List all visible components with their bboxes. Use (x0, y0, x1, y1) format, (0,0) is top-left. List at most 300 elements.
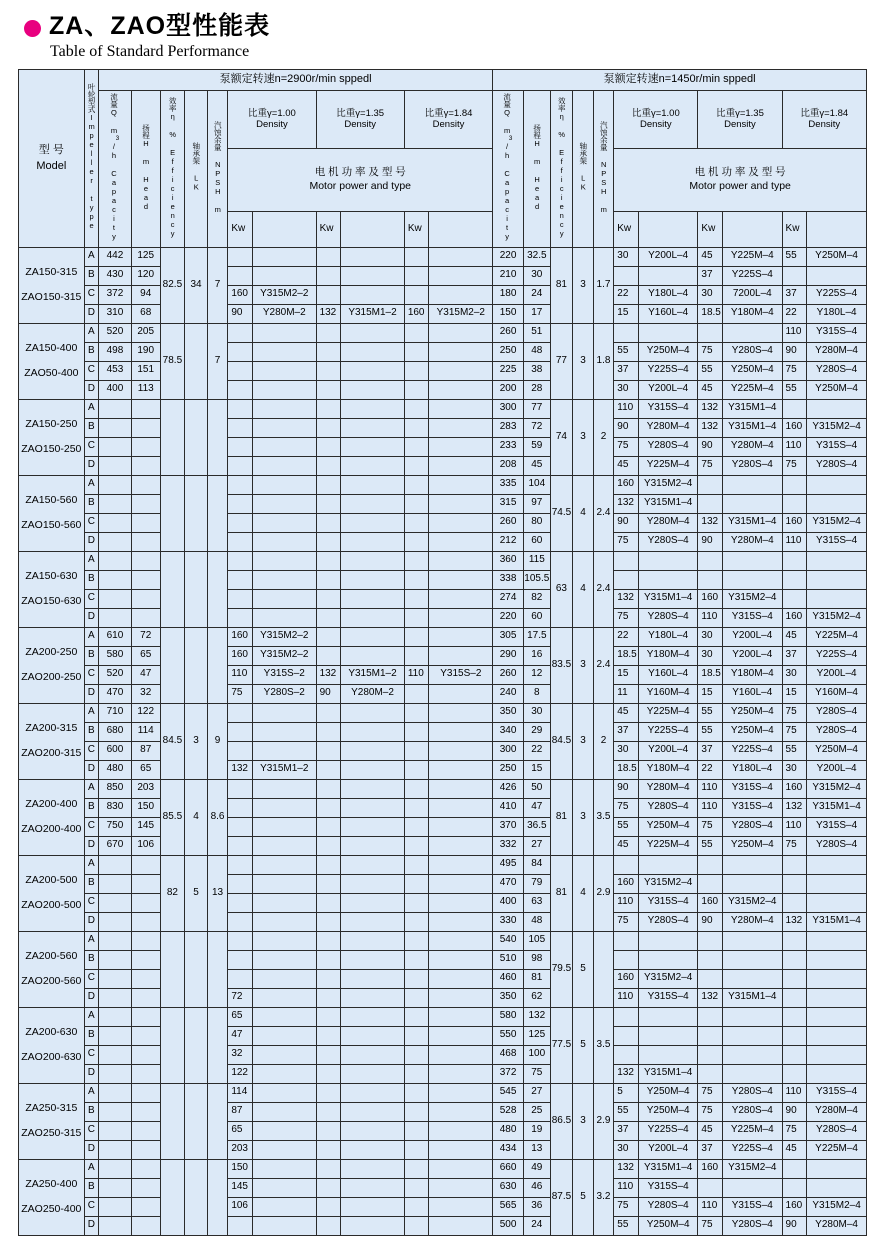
right-capacity: 305 (493, 627, 524, 646)
right-type-100: Y180L–4 (638, 285, 698, 304)
left-kw-135 (316, 893, 341, 912)
impeller-letter: A (84, 247, 98, 266)
left-head (131, 399, 160, 418)
right-capacity: 315 (493, 494, 524, 513)
left-kw-100 (228, 247, 253, 266)
right-bearing: 4 (573, 855, 594, 931)
left-kw-135 (316, 874, 341, 893)
left-type-100 (252, 1216, 316, 1235)
left-type-184 (429, 1083, 493, 1102)
left-capacity (99, 551, 132, 570)
right-type-135: Y280M–4 (723, 437, 783, 456)
left-type-184 (429, 551, 493, 570)
left-type-184 (429, 1007, 493, 1026)
right-type-135: Y160L–4 (723, 684, 783, 703)
left-head (131, 893, 160, 912)
left-efficiency: 84.5 (160, 703, 185, 779)
left-type-184 (429, 570, 493, 589)
table-row (19, 912, 867, 931)
left-kw-100 (228, 551, 253, 570)
left-kw-100: 122 (228, 1064, 253, 1083)
model-cell: ZA250-315 ZAO250-315 (19, 1083, 85, 1159)
page-title (10, 0, 859, 39)
right-type-135 (723, 1064, 783, 1083)
left-type-135 (341, 1045, 405, 1064)
right-kw-184: 110 (782, 817, 807, 836)
left-capacity: 442 (99, 247, 132, 266)
left-type-184: Y315M2–2 (429, 304, 493, 323)
right-type-135: Y315M2–4 (723, 1159, 783, 1178)
model-cell: ZA150-315 ZAO150-315 (19, 247, 85, 323)
left-type-135 (341, 779, 405, 798)
impeller-letter: A (84, 399, 98, 418)
left-type-184 (429, 589, 493, 608)
right-type-135 (723, 874, 783, 893)
right-type-100: Y250M–4 (638, 1102, 698, 1121)
left-kw-100: 106 (228, 1197, 253, 1216)
right-kw-184: 55 (782, 741, 807, 760)
table-row (19, 893, 867, 912)
left-type-100 (252, 1102, 316, 1121)
left-kw-135 (316, 608, 341, 627)
left-type-184 (429, 1178, 493, 1197)
right-type-135: Y315S–4 (723, 779, 783, 798)
right-type-100: Y250M–4 (638, 817, 698, 836)
left-type-135 (341, 323, 405, 342)
left-type-135 (341, 342, 405, 361)
right-type-100: Y180M–4 (638, 646, 698, 665)
left-npsh (207, 551, 228, 627)
left-kw-135 (316, 646, 341, 665)
right-capacity: 426 (493, 779, 524, 798)
left-type-184 (429, 1045, 493, 1064)
left-head: 125 (131, 247, 160, 266)
left-capacity (99, 589, 132, 608)
right-type-184: Y225S–4 (807, 646, 867, 665)
left-capacity: 310 (99, 304, 132, 323)
right-type-184 (807, 475, 867, 494)
left-bearing: 3 (185, 703, 208, 779)
right-bearing: 4 (573, 551, 594, 627)
right-kw-100: 11 (614, 684, 639, 703)
left-capacity: 372 (99, 285, 132, 304)
left-head (131, 1197, 160, 1216)
left-kw-184 (404, 798, 429, 817)
left-npsh (207, 1083, 228, 1159)
left-type-135 (341, 285, 405, 304)
left-capacity (99, 1102, 132, 1121)
left-kw-184 (404, 836, 429, 855)
left-kw-100 (228, 817, 253, 836)
performance-table (18, 69, 867, 1236)
right-type-135 (723, 475, 783, 494)
table-row (19, 1045, 867, 1064)
right-type-100: Y250M–4 (638, 342, 698, 361)
right-kw-100: 45 (614, 456, 639, 475)
right-head: 47 (523, 798, 550, 817)
right-type-135: Y315S–4 (723, 798, 783, 817)
left-type-135 (341, 380, 405, 399)
right-capacity: 468 (493, 1045, 524, 1064)
right-efficiency: 77.5 (550, 1007, 573, 1083)
left-kw-184 (404, 893, 429, 912)
right-kw-100: 30 (614, 380, 639, 399)
model-cell: ZA200-315 ZAO200-315 (19, 703, 85, 779)
right-type-184: Y280S–4 (807, 361, 867, 380)
left-type-100 (252, 1083, 316, 1102)
left-type-135 (341, 912, 405, 931)
left-head (131, 532, 160, 551)
right-kw-184 (782, 874, 807, 893)
right-kw-184 (782, 570, 807, 589)
right-kw-184: 75 (782, 361, 807, 380)
right-type-135: Y280S–4 (723, 1102, 783, 1121)
right-kw-100: 30 (614, 741, 639, 760)
left-capacity (99, 1045, 132, 1064)
left-type-135 (341, 361, 405, 380)
left-type-135 (341, 874, 405, 893)
right-kw-184: 75 (782, 722, 807, 741)
left-capacity: 470 (99, 684, 132, 703)
table-row (19, 969, 867, 988)
left-kw-135 (316, 760, 341, 779)
right-bearing: 3 (573, 399, 594, 475)
right-density-135: 比重γ=1.35 Density (698, 91, 782, 149)
right-head: 79 (523, 874, 550, 893)
right-kw-184: 90 (782, 1102, 807, 1121)
right-kw-184 (782, 931, 807, 950)
right-kw-100 (614, 931, 639, 950)
left-kw-184 (404, 1045, 429, 1064)
right-kw-100: 90 (614, 513, 639, 532)
right-type-100: Y200L–4 (638, 247, 698, 266)
right-kw-184: 160 (782, 418, 807, 437)
left-kw-184 (404, 475, 429, 494)
left-type-184 (429, 494, 493, 513)
left-npsh (207, 399, 228, 475)
table-row (19, 513, 867, 532)
right-kw-135: 37 (698, 741, 723, 760)
left-head: 68 (131, 304, 160, 323)
right-head: 36.5 (523, 817, 550, 836)
left-kw-135 (316, 817, 341, 836)
left-head (131, 950, 160, 969)
left-type-184 (429, 437, 493, 456)
right-head: 32.5 (523, 247, 550, 266)
right-type-100: Y315S–4 (638, 988, 698, 1007)
left-capacity: 850 (99, 779, 132, 798)
right-kw-184: 75 (782, 456, 807, 475)
left-npsh (207, 627, 228, 703)
model-cell: ZA200-560 ZAO200-560 (19, 931, 85, 1007)
right-type-100: Y200L–4 (638, 380, 698, 399)
right-kw-135: 30 (698, 285, 723, 304)
impeller-letter: D (84, 304, 98, 323)
left-density-184: 比重γ=1.84 Density (404, 91, 492, 149)
right-head: 98 (523, 950, 550, 969)
left-type-135 (341, 703, 405, 722)
left-type-184 (429, 1026, 493, 1045)
model-cell: ZA250-400 ZAO250-400 (19, 1159, 85, 1235)
right-kw-135 (698, 1178, 723, 1197)
left-bearing (185, 1007, 208, 1083)
left-type-100 (252, 608, 316, 627)
right-type-100: Y315M1–4 (638, 1159, 698, 1178)
left-kw-184 (404, 513, 429, 532)
left-head: 145 (131, 817, 160, 836)
right-bearing: 3 (573, 779, 594, 855)
right-efficiency: 81 (550, 855, 573, 931)
left-kw-184 (404, 589, 429, 608)
model-cell: ZA200-630 ZAO200-630 (19, 1007, 85, 1083)
right-type-100: Y315S–4 (638, 1178, 698, 1197)
right-type-184: Y225M–4 (807, 627, 867, 646)
left-head (131, 1064, 160, 1083)
left-capacity (99, 437, 132, 456)
left-type-135 (341, 456, 405, 475)
right-bearing: 3 (573, 627, 594, 703)
left-type-184 (429, 741, 493, 760)
left-kw-184 (404, 931, 429, 950)
left-type-135: Y315M1–2 (341, 304, 405, 323)
left-type-100 (252, 779, 316, 798)
left-kw-135 (316, 1178, 341, 1197)
left-efficiency (160, 1083, 185, 1159)
right-kw-100 (614, 950, 639, 969)
table-row (19, 532, 867, 551)
right-efficiency: 87.5 (550, 1159, 573, 1235)
right-type-135: Y280M–4 (723, 912, 783, 931)
left-type-135 (341, 570, 405, 589)
left-kw-135 (316, 950, 341, 969)
left-capacity: 流量Q $m^3/h$ Capacity (99, 91, 132, 248)
left-head (131, 1159, 160, 1178)
right-type-184 (807, 969, 867, 988)
right-capacity: 528 (493, 1102, 524, 1121)
table-row (19, 1178, 867, 1197)
left-type-135 (341, 1026, 405, 1045)
right-type-100: Y180M–4 (638, 760, 698, 779)
impeller-letter: A (84, 323, 98, 342)
right-type-label-2 (807, 211, 867, 247)
right-type-135: Y315M1–4 (723, 988, 783, 1007)
right-kw-135 (698, 1045, 723, 1064)
right-type-184 (807, 589, 867, 608)
right-head: 63 (523, 893, 550, 912)
left-head (131, 874, 160, 893)
left-type-100 (252, 437, 316, 456)
right-kw-184 (782, 1045, 807, 1064)
left-head: 120 (131, 266, 160, 285)
right-capacity: 274 (493, 589, 524, 608)
left-capacity (99, 418, 132, 437)
right-head: 22 (523, 741, 550, 760)
right-kw-100: 110 (614, 893, 639, 912)
right-head: 29 (523, 722, 550, 741)
left-type-135 (341, 893, 405, 912)
impeller-letter: D (84, 608, 98, 627)
right-kw-100: 90 (614, 779, 639, 798)
left-type-184 (429, 266, 493, 285)
right-kw-100: 160 (614, 475, 639, 494)
left-capacity (99, 950, 132, 969)
right-kw-184: 160 (782, 1197, 807, 1216)
right-capacity: 233 (493, 437, 524, 456)
table-row (19, 418, 867, 437)
right-kw-135 (698, 874, 723, 893)
right-kw-100 (614, 1045, 639, 1064)
table-row (19, 551, 867, 570)
impeller-letter: A (84, 703, 98, 722)
right-type-184: Y280S–4 (807, 722, 867, 741)
right-capacity: 220 (493, 247, 524, 266)
left-capacity (99, 532, 132, 551)
right-kw-184: 45 (782, 1140, 807, 1159)
model-cell: ZA200-400 ZAO200-400 (19, 779, 85, 855)
impeller-letter: A (84, 779, 98, 798)
left-type-135 (341, 1102, 405, 1121)
right-type-135: Y280S–4 (723, 456, 783, 475)
left-type-184 (429, 247, 493, 266)
right-type-100: Y225S–4 (638, 361, 698, 380)
right-kw-184: 75 (782, 703, 807, 722)
left-kw-100 (228, 380, 253, 399)
model-cell: ZA150-630 ZAO150-630 (19, 551, 85, 627)
right-capacity: 510 (493, 950, 524, 969)
left-type-100: Y315S–2 (252, 665, 316, 684)
right-type-100: Y315S–4 (638, 399, 698, 418)
right-kw-184 (782, 1026, 807, 1045)
right-efficiency: 81 (550, 247, 573, 323)
left-kw-135 (316, 912, 341, 931)
left-type-135 (341, 646, 405, 665)
left-type-184 (429, 969, 493, 988)
left-kw-184: 110 (404, 665, 429, 684)
right-capacity: 460 (493, 969, 524, 988)
right-type-135: Y315S–4 (723, 1197, 783, 1216)
left-kw-135 (316, 1197, 341, 1216)
header-group-1450: 泵额定转速n=1450r/min sppedl (493, 70, 867, 91)
right-type-184: Y200L–4 (807, 760, 867, 779)
right-kw-100 (614, 1026, 639, 1045)
right-kw-100: 55 (614, 817, 639, 836)
right-kw-100: 110 (614, 399, 639, 418)
right-type-184: Y280S–4 (807, 703, 867, 722)
left-kw-184 (404, 418, 429, 437)
impeller-letter: A (84, 1159, 98, 1178)
left-kw-135: 132 (316, 304, 341, 323)
right-type-100: Y280S–4 (638, 1197, 698, 1216)
left-capacity: 580 (99, 646, 132, 665)
right-head: 72 (523, 418, 550, 437)
left-bearing (185, 323, 208, 399)
right-type-184: Y200L–4 (807, 665, 867, 684)
right-kw-135: 110 (698, 608, 723, 627)
right-capacity: 225 (493, 361, 524, 380)
right-kw-184 (782, 1007, 807, 1026)
right-head: 97 (523, 494, 550, 513)
right-capacity: 630 (493, 1178, 524, 1197)
left-type-100: Y315M2–2 (252, 646, 316, 665)
impeller-letter: C (84, 1121, 98, 1140)
right-capacity: 流量Q $m^3/h$ Capacity (493, 91, 524, 248)
left-kw-184 (404, 361, 429, 380)
right-type-184: Y315M2–4 (807, 513, 867, 532)
right-type-184: Y315M1–4 (807, 912, 867, 931)
right-type-135: Y180M–4 (723, 304, 783, 323)
left-type-184 (429, 532, 493, 551)
right-type-135: Y225M–4 (723, 1121, 783, 1140)
left-head (131, 608, 160, 627)
left-kw-100: 110 (228, 665, 253, 684)
right-kw-184: 75 (782, 836, 807, 855)
right-npsh: 1.7 (593, 247, 614, 323)
left-kw-100: 203 (228, 1140, 253, 1159)
impeller-letter: A (84, 931, 98, 950)
right-efficiency: 77 (550, 323, 573, 399)
left-capacity (99, 988, 132, 1007)
left-type-100: Y315M2–2 (252, 627, 316, 646)
left-efficiency (160, 399, 185, 475)
left-kw-184 (404, 646, 429, 665)
right-head: 扬程H m Head (523, 91, 550, 248)
left-type-100 (252, 931, 316, 950)
table-row (19, 361, 867, 380)
table-row (19, 437, 867, 456)
left-type-label-0 (252, 211, 316, 247)
table-row (19, 1159, 867, 1178)
left-type-100: Y280M–2 (252, 304, 316, 323)
right-head: 27 (523, 836, 550, 855)
left-bearing: 4 (185, 779, 208, 855)
model-cell: ZA200-500 ZAO200-500 (19, 855, 85, 931)
table-row (19, 342, 867, 361)
right-type-135: Y315M1–4 (723, 418, 783, 437)
left-capacity: 830 (99, 798, 132, 817)
left-kw-135 (316, 1083, 341, 1102)
left-kw-135 (316, 741, 341, 760)
left-bearing (185, 475, 208, 551)
right-type-184: Y250M–4 (807, 247, 867, 266)
right-capacity: 545 (493, 1083, 524, 1102)
right-kw-184: 160 (782, 779, 807, 798)
left-capacity: 610 (99, 627, 132, 646)
right-head: 15 (523, 760, 550, 779)
right-type-100 (638, 570, 698, 589)
right-type-184: Y315S–4 (807, 1083, 867, 1102)
right-kw-135: 55 (698, 703, 723, 722)
left-type-135 (341, 722, 405, 741)
left-kw-100 (228, 741, 253, 760)
right-kw-100: 132 (614, 494, 639, 513)
right-head: 27 (523, 1083, 550, 1102)
impeller-letter: C (84, 741, 98, 760)
right-capacity: 330 (493, 912, 524, 931)
left-type-184 (429, 285, 493, 304)
left-kw-184 (404, 969, 429, 988)
left-type-135 (341, 798, 405, 817)
right-type-135: Y180L–4 (723, 760, 783, 779)
left-type-184 (429, 912, 493, 931)
right-kw-135 (698, 969, 723, 988)
right-type-135: Y225S–4 (723, 266, 783, 285)
left-capacity: 750 (99, 817, 132, 836)
left-head (131, 456, 160, 475)
right-kw-100: 5 (614, 1083, 639, 1102)
right-kw-135: 75 (698, 1083, 723, 1102)
left-capacity: 480 (99, 760, 132, 779)
left-efficiency (160, 1007, 185, 1083)
